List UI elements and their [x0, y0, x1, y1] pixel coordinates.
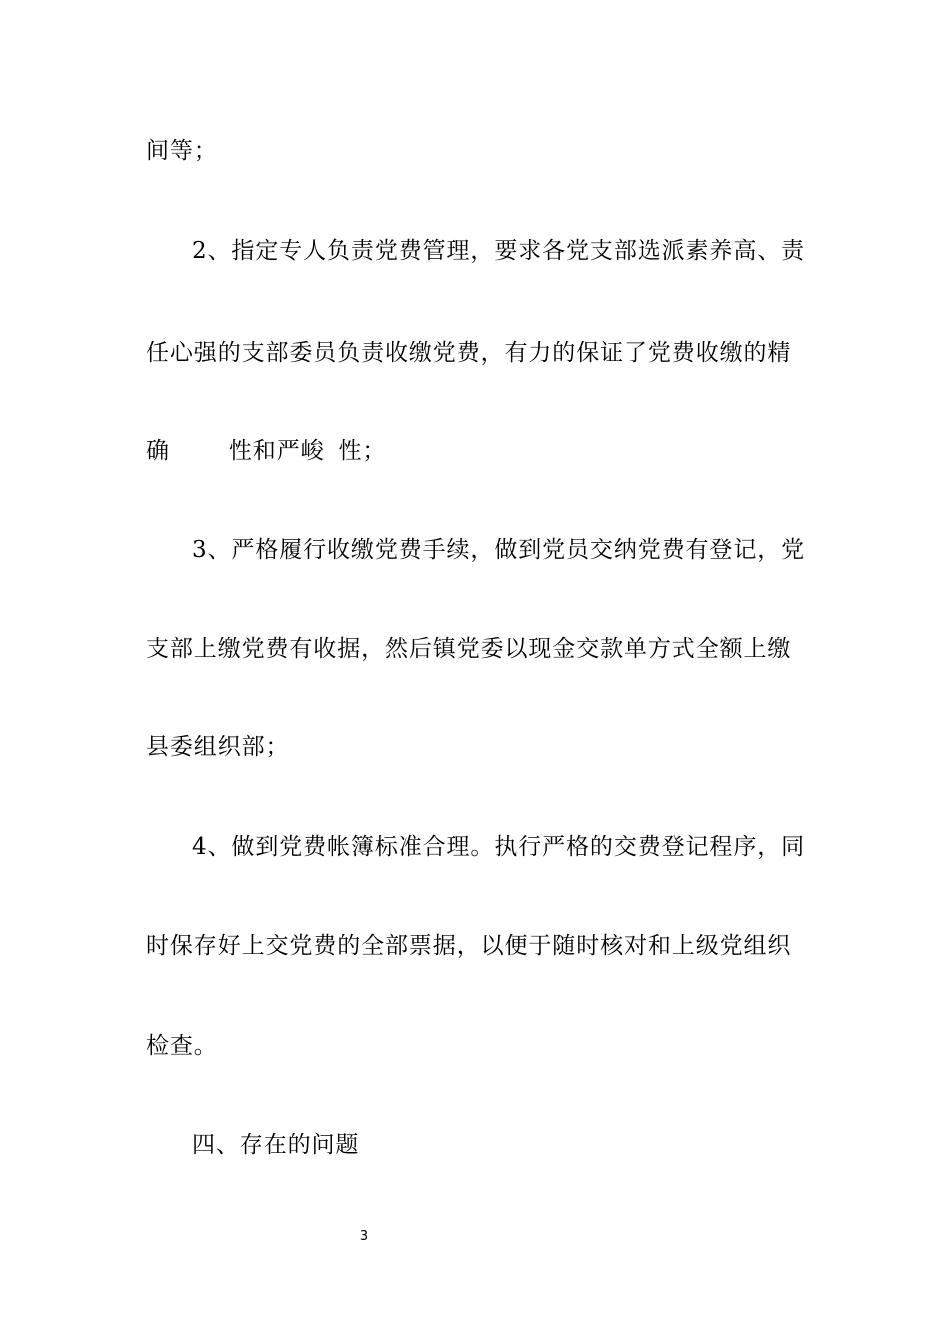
text-fragment-3: 性；: [338, 438, 387, 464]
text-fragment-2: 性和严峻: [228, 438, 325, 464]
text-line-2: 2、指定专人负责党费管理，要求各党支部选派素养高、责: [192, 238, 806, 264]
section-heading: 四、存在的问题: [192, 1132, 360, 1158]
text-line-6: 支部上缴党费有收据，然后镇党委以现金交款单方式全额上缴: [146, 636, 792, 662]
text-line-1: 间等；: [146, 138, 218, 164]
text-line-9: 时保存好上交党费的全部票据，以便于随时核对和上级党组织: [146, 933, 792, 959]
text-line-4: [146, 431, 806, 471]
text-line-8: 4、做到党费帐簿标准合理。执行严格的交费登记程序，同: [192, 834, 806, 860]
text-line-5: 3、严格履行收缴党费手续，做到党员交纳党费有登记，党: [192, 537, 806, 563]
page-number: 3: [359, 1229, 369, 1244]
text-line-10: 检查。: [146, 1033, 218, 1059]
text-fragment-1: 确: [146, 438, 170, 464]
paragraph-2-line-1: [192, 231, 806, 271]
text-line-7: 县委组织部；: [146, 734, 290, 760]
text-line-3: 任心强的支部委员负责收缴党费，有力的保证了党费收缴的精: [146, 340, 792, 366]
